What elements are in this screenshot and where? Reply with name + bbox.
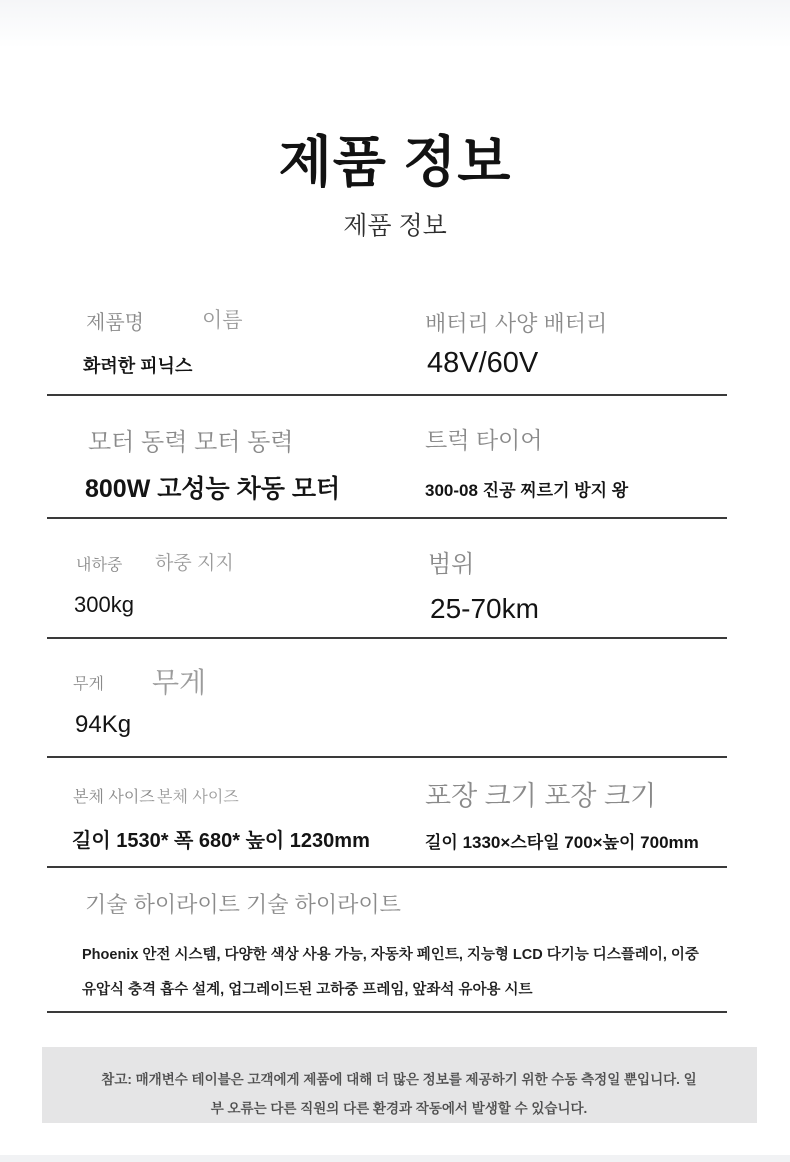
- tire-value: 300-08 진공 찌르기 방지 왕: [425, 481, 629, 500]
- battery-spec-value: 48V/60V: [427, 347, 539, 379]
- top-gradient: [0, 0, 790, 48]
- body-size-value: 길이 1530* 폭 680* 높이 1230mm: [72, 830, 370, 852]
- load-label-alt: 하중 지지: [155, 553, 234, 574]
- product-name-label-alt: 이름: [202, 309, 243, 332]
- package-size-value: 길이 1330×스타일 700×높이 700mm: [425, 833, 699, 852]
- body-size-label: 본체 사이즈: [73, 789, 155, 806]
- page-subtitle: 제품 정보: [343, 212, 447, 240]
- weight-label-alt: 무게: [152, 667, 207, 698]
- footer-note-text: 참고: 매개변수 테이블은 고객에게 제품에 대해 더 많은 정보를 제공하기 위한 수동 측정일 뿐입니다. 일부 오류는 다른 직원의 다른 환경과 작동에서 발생할 수 있습니다.: [101, 1072, 697, 1116]
- motor-power-value: 800W 고성능 차동 모터: [85, 475, 341, 503]
- weight-label: 무게: [73, 676, 104, 693]
- package-size-label: 포장 크기 포장 크기: [425, 781, 657, 811]
- divider: [47, 756, 727, 758]
- divider: [47, 517, 727, 519]
- divider: [47, 394, 727, 396]
- divider: [47, 866, 727, 868]
- footer-note-box: [42, 1047, 757, 1123]
- battery-spec-label: 배터리 사양 배터리: [425, 311, 608, 336]
- page-title: 제품 정보: [278, 131, 512, 193]
- divider: [47, 637, 727, 639]
- range-label: 범위: [428, 551, 475, 578]
- load-value: 300kg: [74, 592, 134, 617]
- highlights-label: 기술 하이라이트 기술 하이라이트: [85, 892, 401, 917]
- weight-value: 94Kg: [75, 711, 132, 738]
- divider: [47, 1011, 727, 1013]
- product-name-value: 화려한 피닉스: [83, 356, 193, 376]
- body-size-label-alt: 본체 사이즈: [157, 789, 239, 806]
- range-value: 25-70km: [430, 593, 539, 624]
- product-name-label: 제품명: [86, 312, 144, 334]
- bottom-strip: [0, 1155, 790, 1162]
- tire-label: 트럭 타이어: [425, 427, 543, 453]
- load-label: 내하중: [76, 557, 123, 574]
- motor-power-label: 모터 동력 모터 동력: [88, 429, 294, 456]
- highlights-text: Phoenix 안전 시스템, 다양한 색상 사용 가능, 자동차 페인트, 지능형 LCD 다기능 디스플레이, 이중 유압식 충격 흡수 설계, 업그레이드된 고하중 프레임, 앞좌석 유아용 시트: [82, 947, 699, 998]
